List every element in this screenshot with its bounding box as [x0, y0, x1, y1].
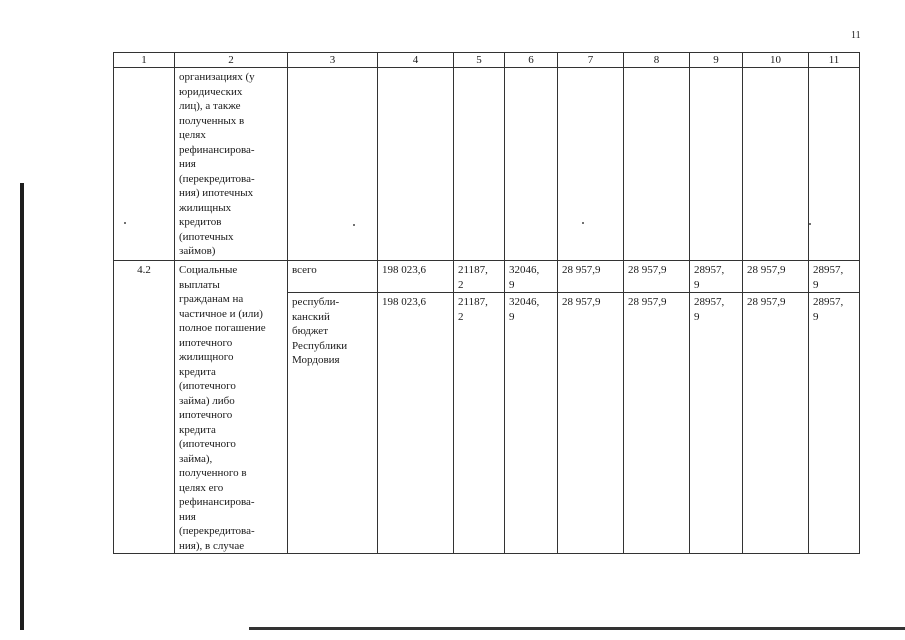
value-cell: 32046, 9	[505, 293, 558, 554]
value-cell: 28957, 9	[690, 261, 743, 293]
empty-cell	[558, 68, 624, 261]
scan-speck	[582, 222, 584, 224]
value-cell: 28 957,9	[743, 293, 809, 554]
column-number-cell: 3	[288, 53, 378, 68]
scan-edge-shadow	[20, 183, 24, 630]
value-cell: 28 957,9	[743, 261, 809, 293]
column-number-cell: 7	[558, 53, 624, 68]
value-cell: 198 023,6	[378, 293, 454, 554]
empty-cell	[378, 68, 454, 261]
column-number-cell: 1	[114, 53, 175, 68]
empty-cell	[690, 68, 743, 261]
page-number: 11	[851, 30, 861, 41]
value-cell: 32046, 9	[505, 261, 558, 293]
scan-bottom-line	[249, 627, 905, 630]
row-number-cell	[114, 68, 175, 261]
column-number-cell: 2	[175, 53, 288, 68]
description-cell: Социальные выплаты гражданам на частичное и (или) полное погашение ипотечного жилищного кредита (ипотечного займа) либо ипотечного кредита (ипотечного займа), полученного в целях его рефинансирова- ния (перекредитова- ния), в случае	[175, 261, 288, 554]
funding-source-cell: всего	[288, 261, 378, 293]
description-cell: организациях (у юридических лиц), а также полученных в целях рефинансирова- ния (перекредитова- ния) ипотечных жилищных кредитов (ипотечных займов)	[175, 68, 288, 261]
column-number-cell: 4	[378, 53, 454, 68]
column-number-cell: 5	[454, 53, 505, 68]
scan-speck	[124, 222, 126, 224]
table-row-total	[114, 261, 860, 293]
column-number-cell: 6	[505, 53, 558, 68]
value-cell: 28957, 9	[809, 261, 860, 293]
empty-cell	[743, 68, 809, 261]
empty-cell	[809, 68, 860, 261]
value-cell: 28 957,9	[624, 293, 690, 554]
scan-speck	[353, 224, 355, 226]
continued-row	[114, 68, 860, 261]
value-cell: 21187, 2	[454, 261, 505, 293]
value-cell: 28 957,9	[558, 261, 624, 293]
row-number-cell: 4.2	[114, 261, 175, 554]
budget-table	[113, 52, 860, 554]
column-number-cell: 9	[690, 53, 743, 68]
column-number-header-row	[114, 53, 860, 68]
value-cell: 28957, 9	[690, 293, 743, 554]
column-number-cell: 10	[743, 53, 809, 68]
value-cell: 198 023,6	[378, 261, 454, 293]
empty-cell	[454, 68, 505, 261]
empty-cell	[505, 68, 558, 261]
funding-source-cell: республи- канский бюджет Республики Мордовия	[288, 293, 378, 554]
value-cell: 28957, 9	[809, 293, 860, 554]
value-cell: 28 957,9	[624, 261, 690, 293]
value-cell: 21187, 2	[454, 293, 505, 554]
value-cell: 28 957,9	[558, 293, 624, 554]
empty-cell	[288, 68, 378, 261]
scan-speck	[809, 223, 811, 225]
empty-cell	[624, 68, 690, 261]
column-number-cell: 8	[624, 53, 690, 68]
column-number-cell: 11	[809, 53, 860, 68]
